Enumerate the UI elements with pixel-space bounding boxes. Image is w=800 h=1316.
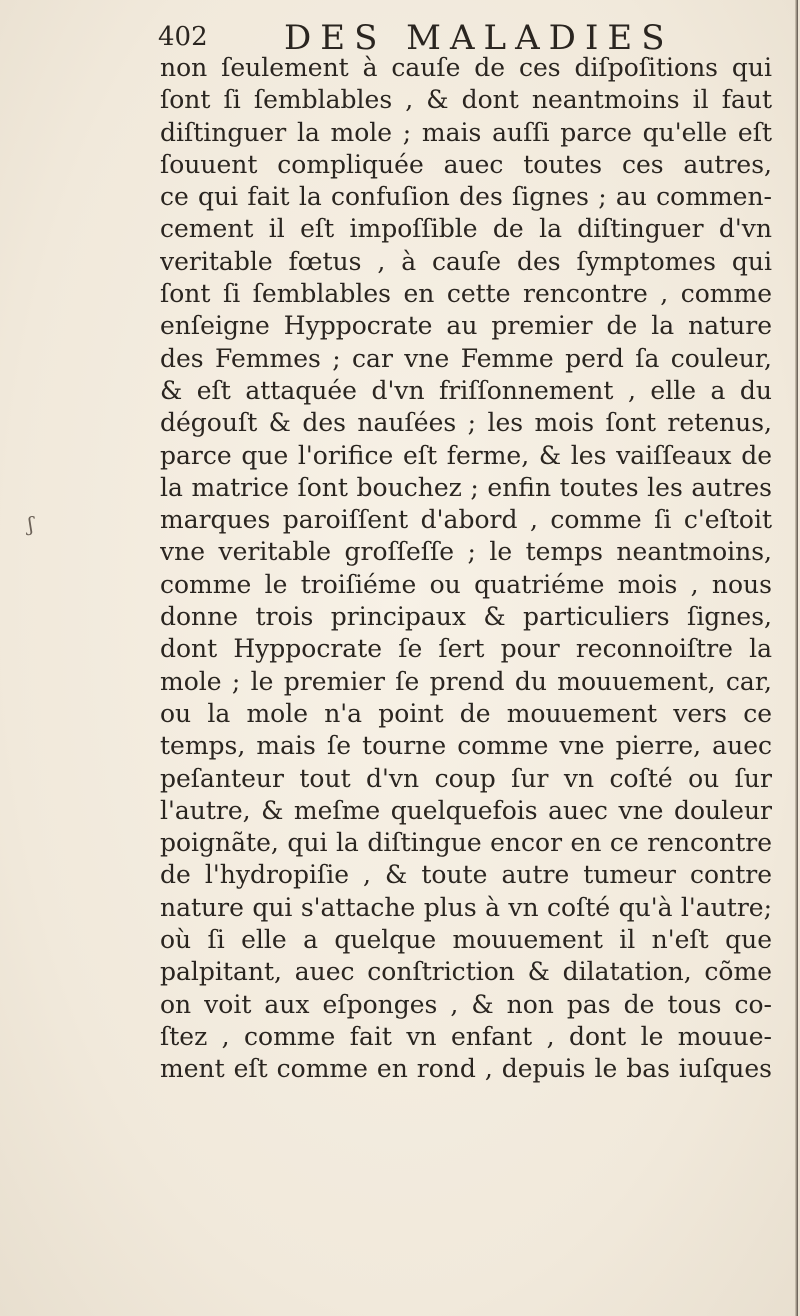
text-line: & eſt attaquée d'vn friſſonnement , elle a du (160, 375, 772, 405)
text-line: diſtinguer la mole ; mais auſſi parce qu'elle eſt (160, 117, 772, 147)
text-line: des Femmes ; car vne Femme perd ſa couleur, (160, 343, 772, 373)
text-line: nature qui s'attache plus à vn coſté qu'à l'autre; (160, 892, 772, 922)
text-line: donne trois principaux & particuliers ſignes, (160, 602, 772, 632)
text-line: veritable fœtus , à cauſe des ſymptomes qui (160, 246, 772, 276)
text-line: où ſi elle a quelque mouuement il n'eſt que (160, 925, 772, 955)
text-line: marques paroiſſent d'abord , comme ſi c'eſtoit (160, 505, 772, 535)
text-line: vne veritable groſſeſſe ; le temps neantmoins, (160, 537, 772, 567)
margin-mark: ʃ (28, 512, 34, 536)
text-line: peſanteur tout d'vn coup ſur vn coſté ou ſur (160, 763, 772, 793)
page-edge (795, 0, 798, 1316)
text-line: l'autre, & meſme quelquefois auec vne douleur (160, 795, 772, 825)
body-text (160, 52, 772, 1086)
text-line: ce qui fait la confuſion des ſignes ; au commen- (160, 182, 772, 212)
text-line: dégouſt & des nauſées ; les mois ſont retenus, (160, 408, 772, 438)
text-line: ſont ſi ſemblables , & dont neantmoins il faut (160, 85, 772, 115)
text-line: de l'hydropiſie , & toute autre tumeur contre (160, 860, 772, 890)
text-line: ou la mole n'a point de mouuement vers ce (160, 698, 772, 728)
text-line: ſtez , comme fait vn enfant , dont le mouue- (160, 1021, 772, 1051)
running-head: DES MALADIES (284, 18, 674, 58)
text-line: mole ; le premier ſe prend du mouuement, car, (160, 666, 772, 696)
text-line: non ſeulement à cauſe de ces diſpoſitions qui (160, 53, 772, 82)
text-line: comme le troiſiéme ou quatriéme mois , nous (160, 569, 772, 599)
text-line: ſont ſi ſemblables en cette rencontre , comme (160, 279, 772, 309)
text-line: ſouuent compliquée auec toutes ces autres, (160, 149, 772, 179)
text-line: on voit aux eſponges , & non pas de tous co- (160, 989, 772, 1019)
text-line: parce que l'orifice eſt ferme, & les vaiſſeaux de (160, 440, 772, 470)
text-line: palpitant, auec conſtriction & dilatation, cõme (160, 957, 772, 987)
text-line: dont Hyppocrate ſe ſert pour reconnoiſtre la (160, 634, 772, 664)
text-line: ment eſt comme en rond , depuis le bas iuſques (160, 1054, 772, 1084)
text-line: enſeigne Hyppocrate au premier de la nature (160, 311, 772, 341)
page-number: 402 (158, 22, 208, 52)
text-line: temps, mais ſe tourne comme vne pierre, auec (160, 731, 772, 761)
text-line: la matrice ſont bouchez ; enfin toutes les autres (160, 472, 772, 502)
text-line: cement il eſt impoſſible de la diſtinguer d'vn (160, 214, 772, 244)
text-line: poignãte, qui la diſtingue encor en ce rencontre (160, 828, 772, 858)
